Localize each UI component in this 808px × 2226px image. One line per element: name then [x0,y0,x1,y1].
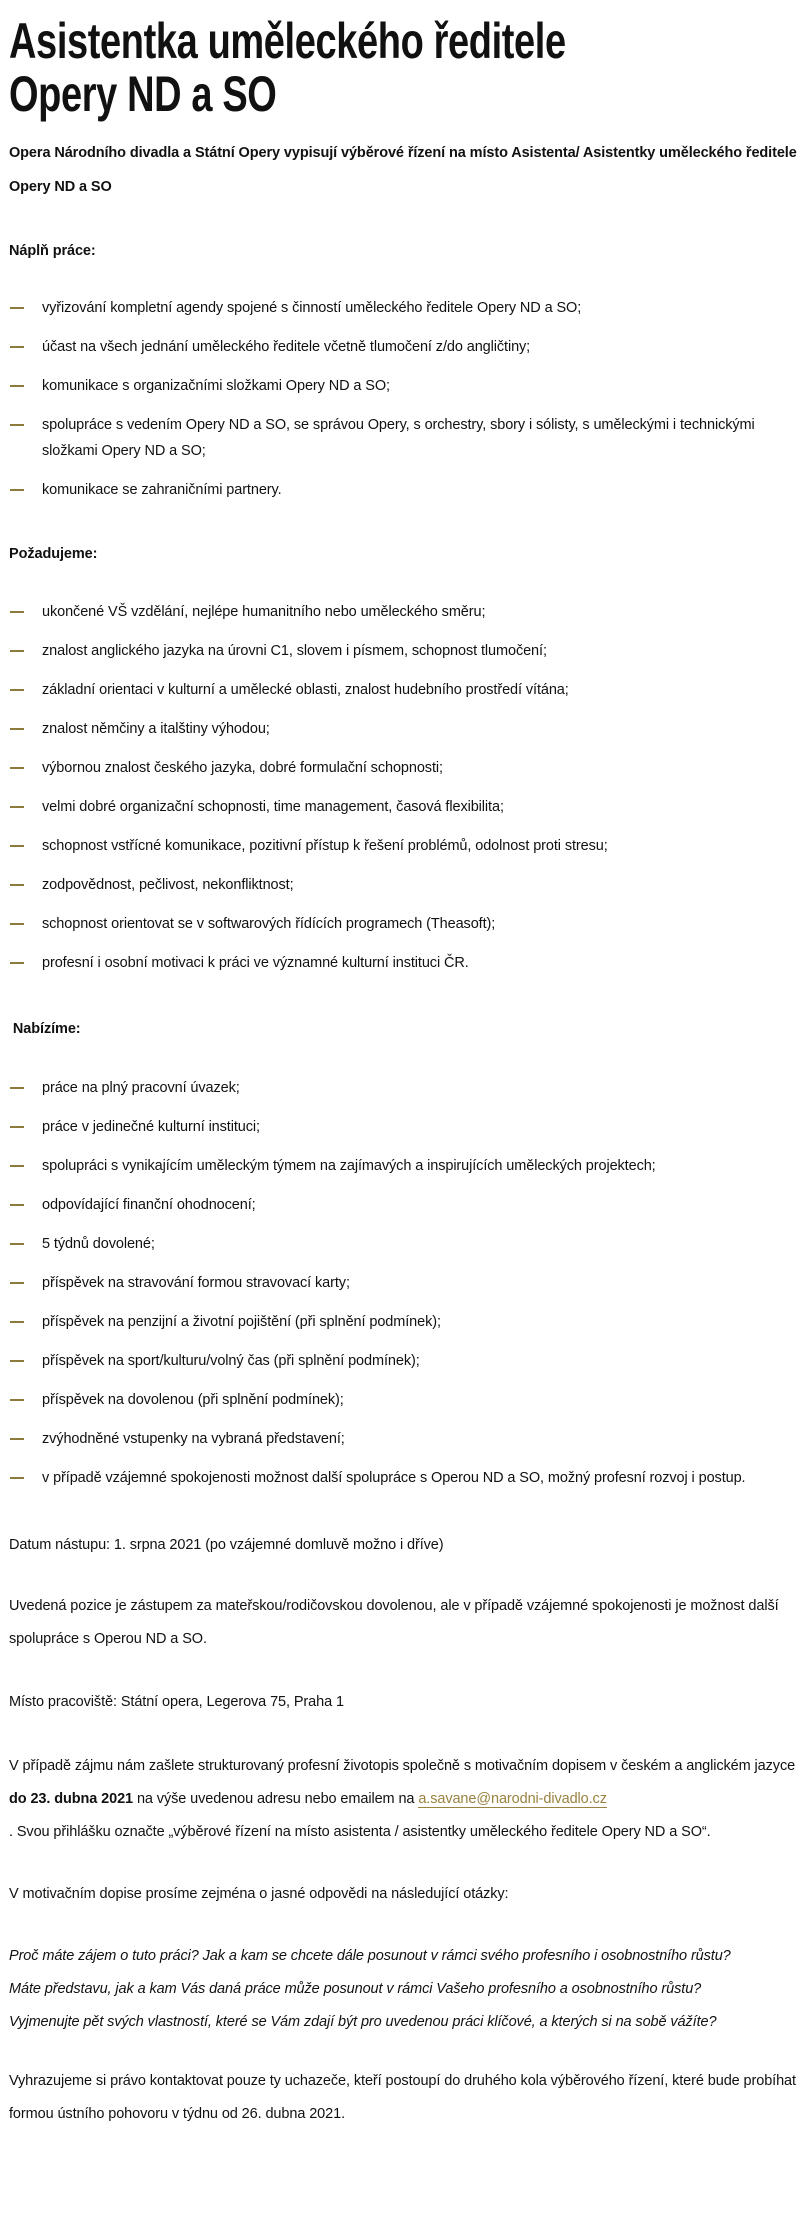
list-item-text: komunikace s organizačními složkami Opery ND a SO; [42,378,390,394]
list-item-text: příspěvek na sport/kulturu/volný čas (při splnění podmínek); [42,1353,420,1369]
dash-bullet-icon [10,923,24,925]
list-item-text: příspěvek na penzijní a životní pojištění (při splnění podmínek); [42,1314,441,1330]
list-item-text: schopnost vstřícné komunikace, pozitivní přístup k řešení problémů, odolnost proti stresu; [42,838,608,854]
list-item-text: znalost němčiny a italštiny výhodou; [42,721,270,737]
dash-bullet-icon [10,1360,24,1362]
list-item [9,334,799,360]
requirements-list [9,599,799,976]
dash-bullet-icon [10,385,24,387]
duties-heading: Náplň práce: [9,243,96,259]
list-item-text: práce na plný pracovní úvazek; [42,1080,240,1096]
list-item-text: spolupráci s vynikajícím uměleckým týmem na zajímavých a inspirujících uměleckých projektech; [42,1158,656,1174]
workplace: Místo pracoviště: Státní opera, Legerova 75, Praha 1 [9,1694,344,1710]
questions [9,1940,799,2039]
dash-bullet-icon [10,307,24,309]
list-item-text: ukončené VŠ vzdělání, nejlépe humanitního nebo uměleckého směru; [42,604,486,620]
dash-bullet-icon [10,1087,24,1089]
dash-bullet-icon [10,489,24,491]
application-text: . Svou přihlášku označte „výběrové řízení na místo asistenta / asistentky uměleckého ředitele Opery ND a SO“. [9,1824,711,1840]
dash-bullet-icon [10,1477,24,1479]
application-text: V případě zájmu nám zašlete strukturovaný profesní životopis společně s motivačním dopisem v českém a anglickém jazyce [9,1758,796,1774]
list-item-text: vyřizování kompletní agendy spojené s činností uměleckého ředitele Opery ND a SO; [42,300,582,316]
list-item [9,1231,799,1257]
list-item-text: základní orientaci v kulturní a umělecké oblasti, znalost hudebního prostředí vítána; [42,682,569,698]
list-item [9,950,799,976]
list-item [9,794,799,820]
list-item [9,477,799,503]
dash-bullet-icon [10,1282,24,1284]
list-item-text: zodpovědnost, pečlivost, nekonfliktnost; [42,877,294,893]
dash-bullet-icon [10,1399,24,1401]
list-item [9,1075,799,1101]
dash-bullet-icon [10,424,24,426]
application-text: na výše uvedenou adresu nebo emailem na [133,1791,419,1807]
dash-bullet-icon [10,1438,24,1440]
list-item-text: spolupráce s vedením Opery ND a SO, se správou Opery, s orchestry, sbory i sólisty, s uměleckými i technickými složkami Opery ND a SO; [42,417,755,459]
list-item-text: výbornou znalost českého jazyka, dobré formulační schopnosti; [42,760,443,776]
list-item-text: příspěvek na dovolenou (při splnění podmínek); [42,1392,344,1408]
job-posting [0,15,808,2131]
dash-bullet-icon [10,1204,24,1206]
questions-intro: V motivačním dopise prosíme zejména o jasné odpovědi na následující otázky: [9,1886,509,1902]
list-item [9,833,799,859]
list-item-text: v případě vzájemné spokojenosti možnost další spolupráce s Operou ND a SO, možný profesní rozvoj i postup. [42,1470,746,1486]
list-item-text: účast na všech jednání uměleckého ředitele včetně tlumočení z/do angličtiny; [42,339,531,355]
dash-bullet-icon [10,728,24,730]
dash-bullet-icon [10,1126,24,1128]
list-item [9,1153,799,1179]
list-item [9,412,799,464]
dash-bullet-icon [10,650,24,652]
list-item [9,1426,799,1452]
dash-bullet-icon [10,884,24,886]
list-item [9,295,799,321]
list-item [9,677,799,703]
dash-bullet-icon [10,611,24,613]
application-info [9,1750,799,1849]
title-line: Opery ND a SO [9,66,277,122]
deadline: do 23. dubna 2021 [9,1791,134,1807]
dash-bullet-icon [10,767,24,769]
offer-heading: Nabízíme: [9,1021,81,1037]
list-item [9,755,799,781]
dash-bullet-icon [10,689,24,691]
intro: Opera Národního divadla a Státní Opery vypisují výběrové řízení na místo Asistenta/ Asistentky uměleckého ředitele Opery ND a SO [9,145,797,195]
list-item-text: odpovídající finanční ohodnocení; [42,1197,256,1213]
list-item-text: práce v jedinečné kulturní instituci; [42,1119,260,1135]
list-item [9,599,799,625]
list-item [9,1348,799,1374]
dash-bullet-icon [10,1243,24,1245]
list-item-text: příspěvek na stravování formou stravovací karty; [42,1275,350,1291]
requirements-heading: Požadujeme: [9,546,98,562]
duties-list [9,295,799,503]
position-note: Uvedená pozice je zástupem za mateřskou/rodičovskou dovolenou, ale v případě vzájemné spokojenosti je možnost další spolupráce s Operou ND a SO. [9,1598,779,1647]
list-item-text: velmi dobré organizační schopnosti, time management, časová flexibilita; [42,799,504,815]
list-item-text: znalost anglického jazyka na úrovni C1, slovem i písmem, schopnost tlumočení; [42,643,547,659]
question: Vyjmenujte pět svých vlastností, které se Vám zdají být pro uvedenou práci klíčové, a kterých si na sobě vážíte? [9,2014,717,2030]
email-link[interactable]: a.savane@narodni-divadlo.cz [418,1791,607,1807]
list-item [9,1309,799,1335]
list-item [9,1114,799,1140]
question: Proč máte zájem o tuto práci? Jak a kam se chcete dále posunout v rámci svého profesního i osobnostního růstu? [9,1948,731,1964]
dash-bullet-icon [10,806,24,808]
dash-bullet-icon [10,845,24,847]
list-item-text: 5 týdnů dovolené; [42,1236,155,1252]
list-item-text: profesní i osobní motivaci k práci ve významné kulturní instituci ČR. [42,955,469,971]
title-line: Asistentka uměleckého ředitele [9,13,566,69]
list-item [9,1465,799,1491]
dash-bullet-icon [10,1165,24,1167]
question: Máte představu, jak a kam Vás daná práce může posunout v rámci Vašeho profesního a osobnostního růstu? [9,1981,702,1997]
list-item-text: schopnost orientovat se v softwarových řídících programech (Theasoft); [42,916,496,932]
dash-bullet-icon [10,1321,24,1323]
offer-list [9,1075,799,1491]
list-item [9,872,799,898]
list-item [9,716,799,742]
list-item [9,1192,799,1218]
dash-bullet-icon [10,962,24,964]
list-item [9,373,799,399]
list-item-text: zvýhodněné vstupenky na vybraná představení; [42,1431,345,1447]
list-item [9,1387,799,1413]
list-item-text: komunikace se zahraničními partnery. [42,482,282,498]
list-item [9,1270,799,1296]
closing-note: Vyhrazujeme si právo kontaktovat pouze ty uchazeče, kteří postoupí do druhého kola výběrového řízení, které bude probíhat formou ústního pohovoru v týdnu od 26. dubna 2021. [9,2073,796,2122]
dash-bullet-icon [10,346,24,348]
list-item [9,638,799,664]
start-date: Datum nástupu: 1. srpna 2021 (po vzájemné domluvě možno i dříve) [9,1537,444,1553]
page-title [9,15,609,121]
list-item [9,911,799,937]
